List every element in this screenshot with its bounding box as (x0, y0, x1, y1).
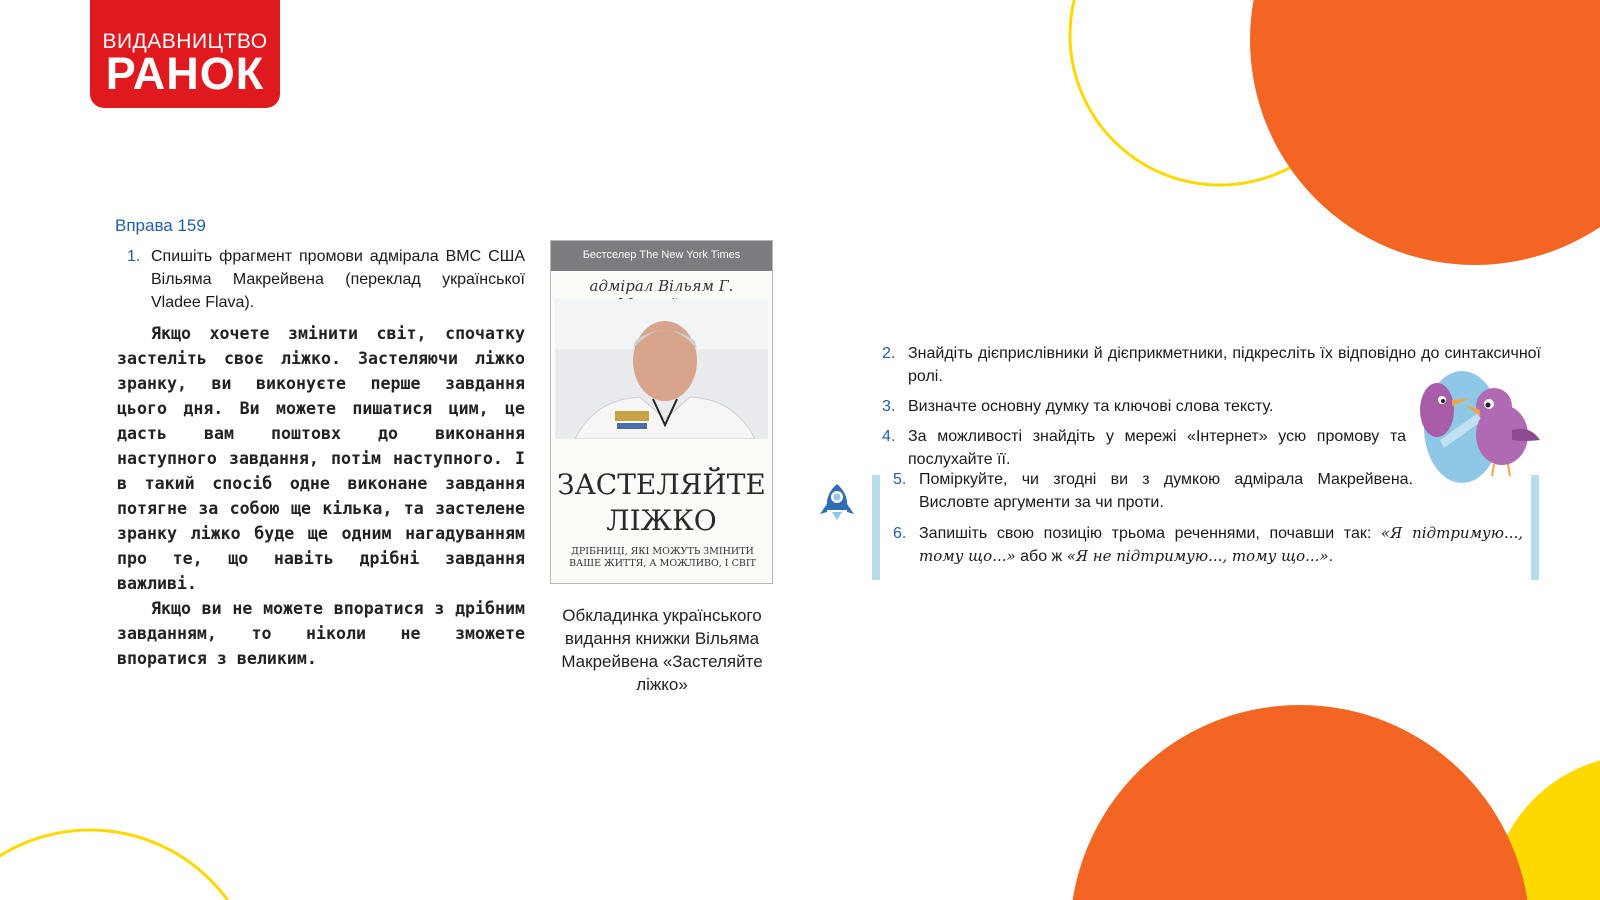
book-author: адмірал Вільям Г. (589, 277, 734, 295)
book-band-text: Бестселер The New York Times (582, 249, 741, 261)
task-number: 5. (893, 471, 907, 488)
book-band (551, 241, 772, 271)
tip-bar-left (872, 475, 880, 580)
task-6-italic-2: «Я не підтримую..., тому що...» (1066, 547, 1329, 565)
task-6 (893, 522, 1523, 568)
logo-top-text: ВИДАВНИЦТВО (102, 30, 268, 53)
task-text: Поміркуйте, чи згодні ви з думкою адмірала Макрейвена. Висловте аргументи за чи проти. (919, 471, 1413, 511)
task-6-text-end: . (1328, 548, 1334, 565)
task-text: Спишіть фрагмент промови адмірала ВМС США Вільяма Макрейвена (переклад української Vladee Flava). (151, 248, 525, 311)
task-5 (893, 468, 1413, 514)
book-title-line-2: ЛІЖКО (606, 504, 717, 537)
task-text: За можливості знайдіть у мережі «Інтернет» усю промову та послухайте її. (908, 428, 1406, 468)
rocket-icon (817, 482, 857, 522)
tip-bar-right (1531, 475, 1539, 580)
task-6-text-start: Запишіть свою позицію трьома реченнями, почавши так: (919, 525, 1381, 542)
task-number: 3. (882, 398, 896, 415)
task-number: 4. (882, 428, 896, 445)
book-caption: Обкладинка українського видання книжки Вільяма Макрейвена «Застеляйте ліжко» (561, 606, 763, 694)
quote-paragraph-1: Якщо хочете змінити світ, спочатку застеліть своє ліжко. Застеляючи ліжко зранку, ви виконуєте перше завдання цього дня. Ви можете пишатися цим, це дасть вам поштовх до виконання наступного завдання, потім наступного. І в такий спосіб одне виконане завдання потягне за собою ще кілька, та застелене зранку ліжко буде ще одним нагадуванням про те, що навіть дрібні завдання важливі. (117, 324, 525, 593)
task-number: 1. (127, 248, 141, 265)
logo-main-text: РАНОК (105, 48, 265, 99)
book-cover (550, 240, 773, 584)
task-3 (882, 395, 1382, 418)
birds-illustration (1412, 370, 1547, 485)
task-number: 6. (893, 525, 907, 542)
deco-orange-circle-top (1250, 0, 1600, 265)
task-4 (882, 425, 1406, 471)
task-6-italic-1: «Я підтримую..., тому що...» (919, 524, 1524, 565)
task-number: 2. (882, 345, 896, 362)
speech-quote (117, 321, 525, 671)
deco-yellow-ring-bottom (0, 830, 260, 900)
admiral-photo (555, 299, 768, 439)
task-text: Визначте основну думку та ключові слова тексту. (908, 398, 1274, 415)
task-text (893, 522, 1523, 568)
deco-orange-circle-bottom (1070, 705, 1530, 900)
book-title-line-1: ЗАСТЕЛЯЙТЕ (557, 468, 766, 501)
exercise-title: Вправа 159 (115, 216, 206, 235)
book-title (551, 467, 772, 539)
quote-paragraph-2: Якщо ви не можете впоратися з дрібним завданням, то ніколи не зможете впоратися з великим. (117, 599, 525, 668)
publisher-logo (90, 0, 280, 108)
task-text: Знайдіть дієприслівники й дієприкметники, підкресліть їх відповідно до синтаксичної ролі. (908, 345, 1541, 385)
task-6-text-mid: або ж (1015, 548, 1067, 565)
task-1 (127, 245, 525, 314)
book-subtitle: ДРІБНИЦІ, ЯКІ МОЖУТЬ ЗМІНИТИ ВАШЕ ЖИТТЯ, А МОЖЛИВО, І СВІТ (569, 546, 756, 569)
